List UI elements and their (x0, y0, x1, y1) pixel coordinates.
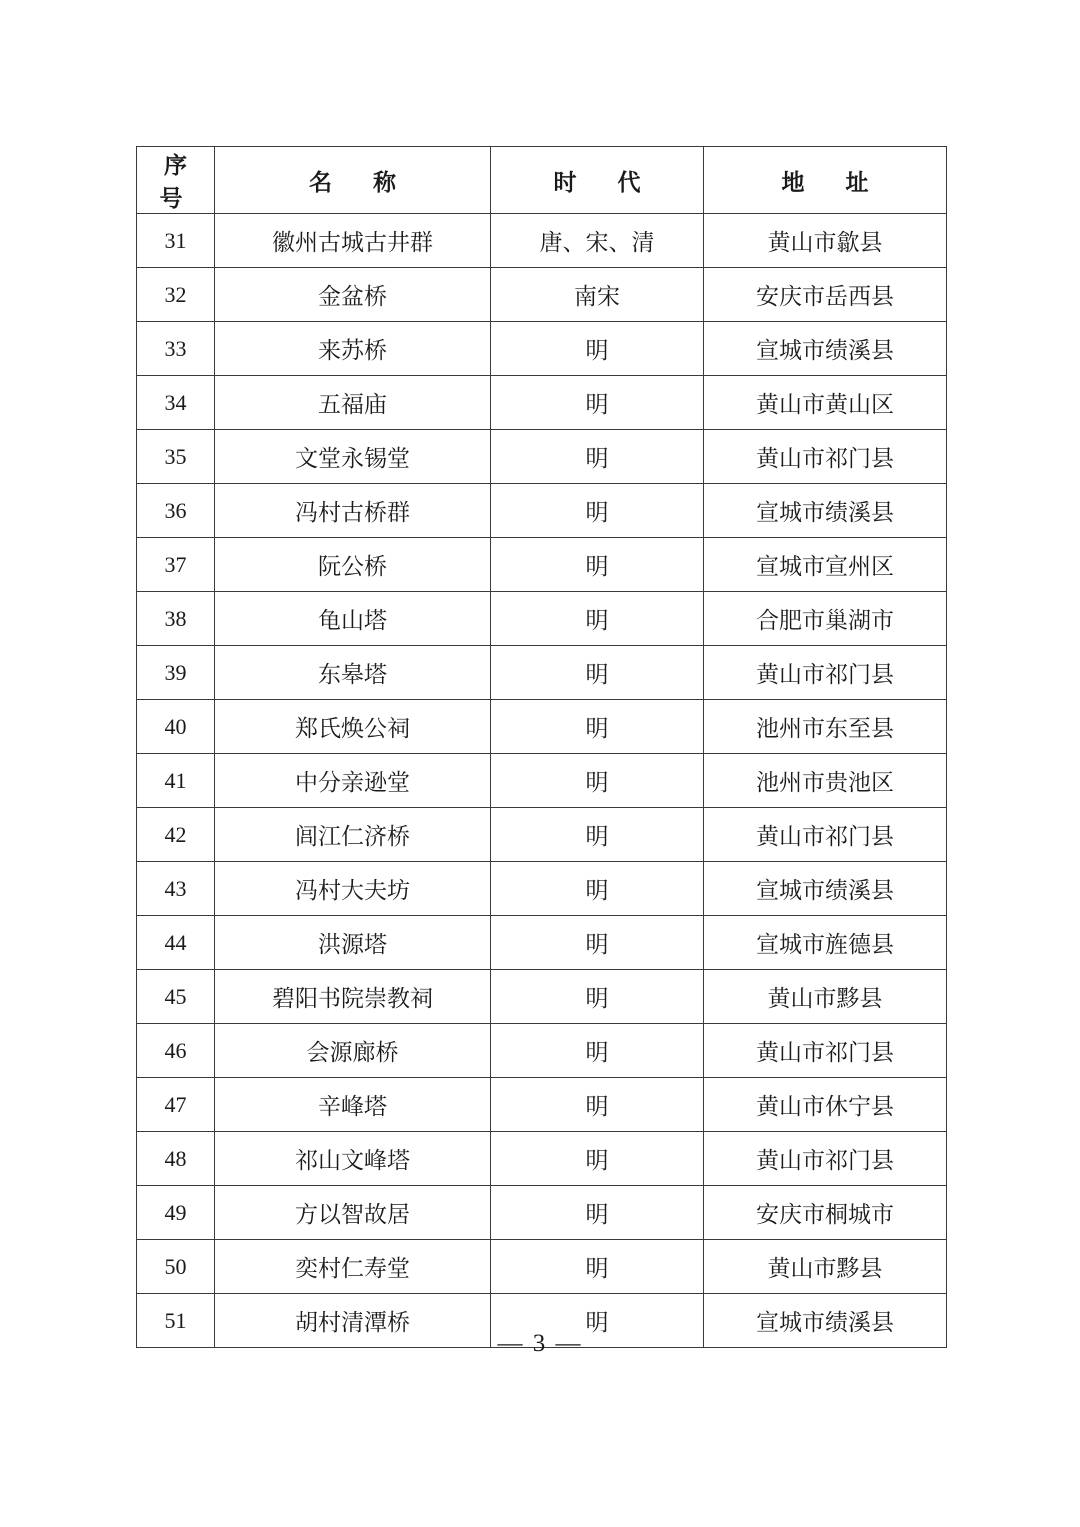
cell-seq: 41 (137, 754, 215, 808)
cell-seq: 35 (137, 430, 215, 484)
cell-name: 冯村大夫坊 (215, 862, 491, 916)
cell-address: 合肥市巢湖市 (704, 592, 947, 646)
cell-seq: 50 (137, 1240, 215, 1294)
column-header-seq-label: 序 号 (159, 152, 196, 211)
cell-era: 明 (491, 916, 704, 970)
table-row (137, 1024, 947, 1078)
cell-era: 明 (491, 808, 704, 862)
table-row (137, 1132, 947, 1186)
column-header-era-label: 时 代 (553, 168, 650, 195)
cell-address: 宣城市绩溪县 (704, 1294, 947, 1348)
column-header-address-label: 地 址 (781, 168, 878, 195)
cell-name: 文堂永锡堂 (215, 430, 491, 484)
cell-address: 池州市贵池区 (704, 754, 947, 808)
page-number-footer (0, 1330, 1080, 1358)
table-row (137, 700, 947, 754)
cell-address: 黄山市歙县 (704, 214, 947, 268)
cell-seq: 39 (137, 646, 215, 700)
cell-name: 胡村清潭桥 (215, 1294, 491, 1348)
cell-name: 会源廊桥 (215, 1024, 491, 1078)
cell-address: 宣城市绩溪县 (704, 862, 947, 916)
cell-name: 奕村仁寿堂 (215, 1240, 491, 1294)
cell-name: 闾江仁济桥 (215, 808, 491, 862)
cell-address: 黄山市祁门县 (704, 646, 947, 700)
cell-era: 明 (491, 1186, 704, 1240)
cell-era: 明 (491, 1294, 704, 1348)
cell-seq: 33 (137, 322, 215, 376)
table-row (137, 1186, 947, 1240)
cell-era: 明 (491, 862, 704, 916)
cell-name: 金盆桥 (215, 268, 491, 322)
cell-name: 冯村古桥群 (215, 484, 491, 538)
cell-era: 明 (491, 1240, 704, 1294)
cell-seq: 34 (137, 376, 215, 430)
cell-address: 池州市东至县 (704, 700, 947, 754)
table-row (137, 916, 947, 970)
cell-era: 明 (491, 538, 704, 592)
cell-address: 黄山市祁门县 (704, 430, 947, 484)
cell-address: 黄山市祁门县 (704, 808, 947, 862)
column-header-address (704, 147, 947, 214)
cell-era: 明 (491, 1132, 704, 1186)
table-row (137, 970, 947, 1024)
cell-seq: 37 (137, 538, 215, 592)
cell-seq: 38 (137, 592, 215, 646)
cell-name: 祁山文峰塔 (215, 1132, 491, 1186)
cell-address: 宣城市绩溪县 (704, 484, 947, 538)
cell-name: 东皋塔 (215, 646, 491, 700)
cell-name: 龟山塔 (215, 592, 491, 646)
cell-address: 黄山市祁门县 (704, 1024, 947, 1078)
cell-address: 黄山市黟县 (704, 1240, 947, 1294)
cell-era: 明 (491, 700, 704, 754)
table-row (137, 808, 947, 862)
cell-seq: 44 (137, 916, 215, 970)
table-row (137, 268, 947, 322)
cell-address: 安庆市岳西县 (704, 268, 947, 322)
cell-address: 安庆市桐城市 (704, 1186, 947, 1240)
cell-name: 阮公桥 (215, 538, 491, 592)
cell-name: 五福庙 (215, 376, 491, 430)
page-number-label: — 3 — (497, 1330, 583, 1357)
cell-seq: 43 (137, 862, 215, 916)
cell-name: 郑氏焕公祠 (215, 700, 491, 754)
cell-era: 明 (491, 322, 704, 376)
heritage-sites-table-container (136, 146, 946, 1348)
cell-seq: 40 (137, 700, 215, 754)
cell-era: 明 (491, 592, 704, 646)
cell-seq: 46 (137, 1024, 215, 1078)
cell-seq: 48 (137, 1132, 215, 1186)
cell-era: 明 (491, 484, 704, 538)
table-row (137, 1240, 947, 1294)
cell-seq: 45 (137, 970, 215, 1024)
table-body (137, 214, 947, 1348)
cell-address: 宣城市绩溪县 (704, 322, 947, 376)
cell-era: 明 (491, 970, 704, 1024)
cell-name: 方以智故居 (215, 1186, 491, 1240)
table-row (137, 322, 947, 376)
cell-era: 明 (491, 430, 704, 484)
table-header (137, 147, 947, 214)
cell-address: 宣城市旌德县 (704, 916, 947, 970)
cell-name: 辛峰塔 (215, 1078, 491, 1132)
heritage-sites-table (136, 146, 947, 1348)
table-row (137, 592, 947, 646)
table-row (137, 484, 947, 538)
cell-seq: 42 (137, 808, 215, 862)
cell-era: 明 (491, 646, 704, 700)
cell-address: 黄山市黟县 (704, 970, 947, 1024)
cell-name: 洪源塔 (215, 916, 491, 970)
table-row (137, 376, 947, 430)
cell-address: 黄山市祁门县 (704, 1132, 947, 1186)
cell-seq: 47 (137, 1078, 215, 1132)
cell-seq: 32 (137, 268, 215, 322)
table-row (137, 754, 947, 808)
column-header-name (215, 147, 491, 214)
table-row (137, 430, 947, 484)
cell-era: 明 (491, 376, 704, 430)
cell-era: 唐、宋、清 (491, 214, 704, 268)
table-row (137, 538, 947, 592)
cell-address: 宣城市宣州区 (704, 538, 947, 592)
cell-name: 中分亲逊堂 (215, 754, 491, 808)
cell-name: 碧阳书院崇教祠 (215, 970, 491, 1024)
column-header-name-label: 名 称 (309, 168, 405, 195)
cell-seq: 49 (137, 1186, 215, 1240)
cell-address: 黄山市休宁县 (704, 1078, 947, 1132)
column-header-era (491, 147, 704, 214)
cell-address: 黄山市黄山区 (704, 376, 947, 430)
cell-name: 来苏桥 (215, 322, 491, 376)
cell-name: 徽州古城古井群 (215, 214, 491, 268)
table-header-row (137, 147, 947, 214)
column-header-seq (137, 147, 215, 214)
table-row (137, 1078, 947, 1132)
cell-era: 南宋 (491, 268, 704, 322)
cell-seq: 31 (137, 214, 215, 268)
cell-era: 明 (491, 1078, 704, 1132)
table-row (137, 646, 947, 700)
cell-seq: 51 (137, 1294, 215, 1348)
cell-era: 明 (491, 1024, 704, 1078)
cell-seq: 36 (137, 484, 215, 538)
table-row (137, 862, 947, 916)
cell-era: 明 (491, 754, 704, 808)
table-row (137, 214, 947, 268)
